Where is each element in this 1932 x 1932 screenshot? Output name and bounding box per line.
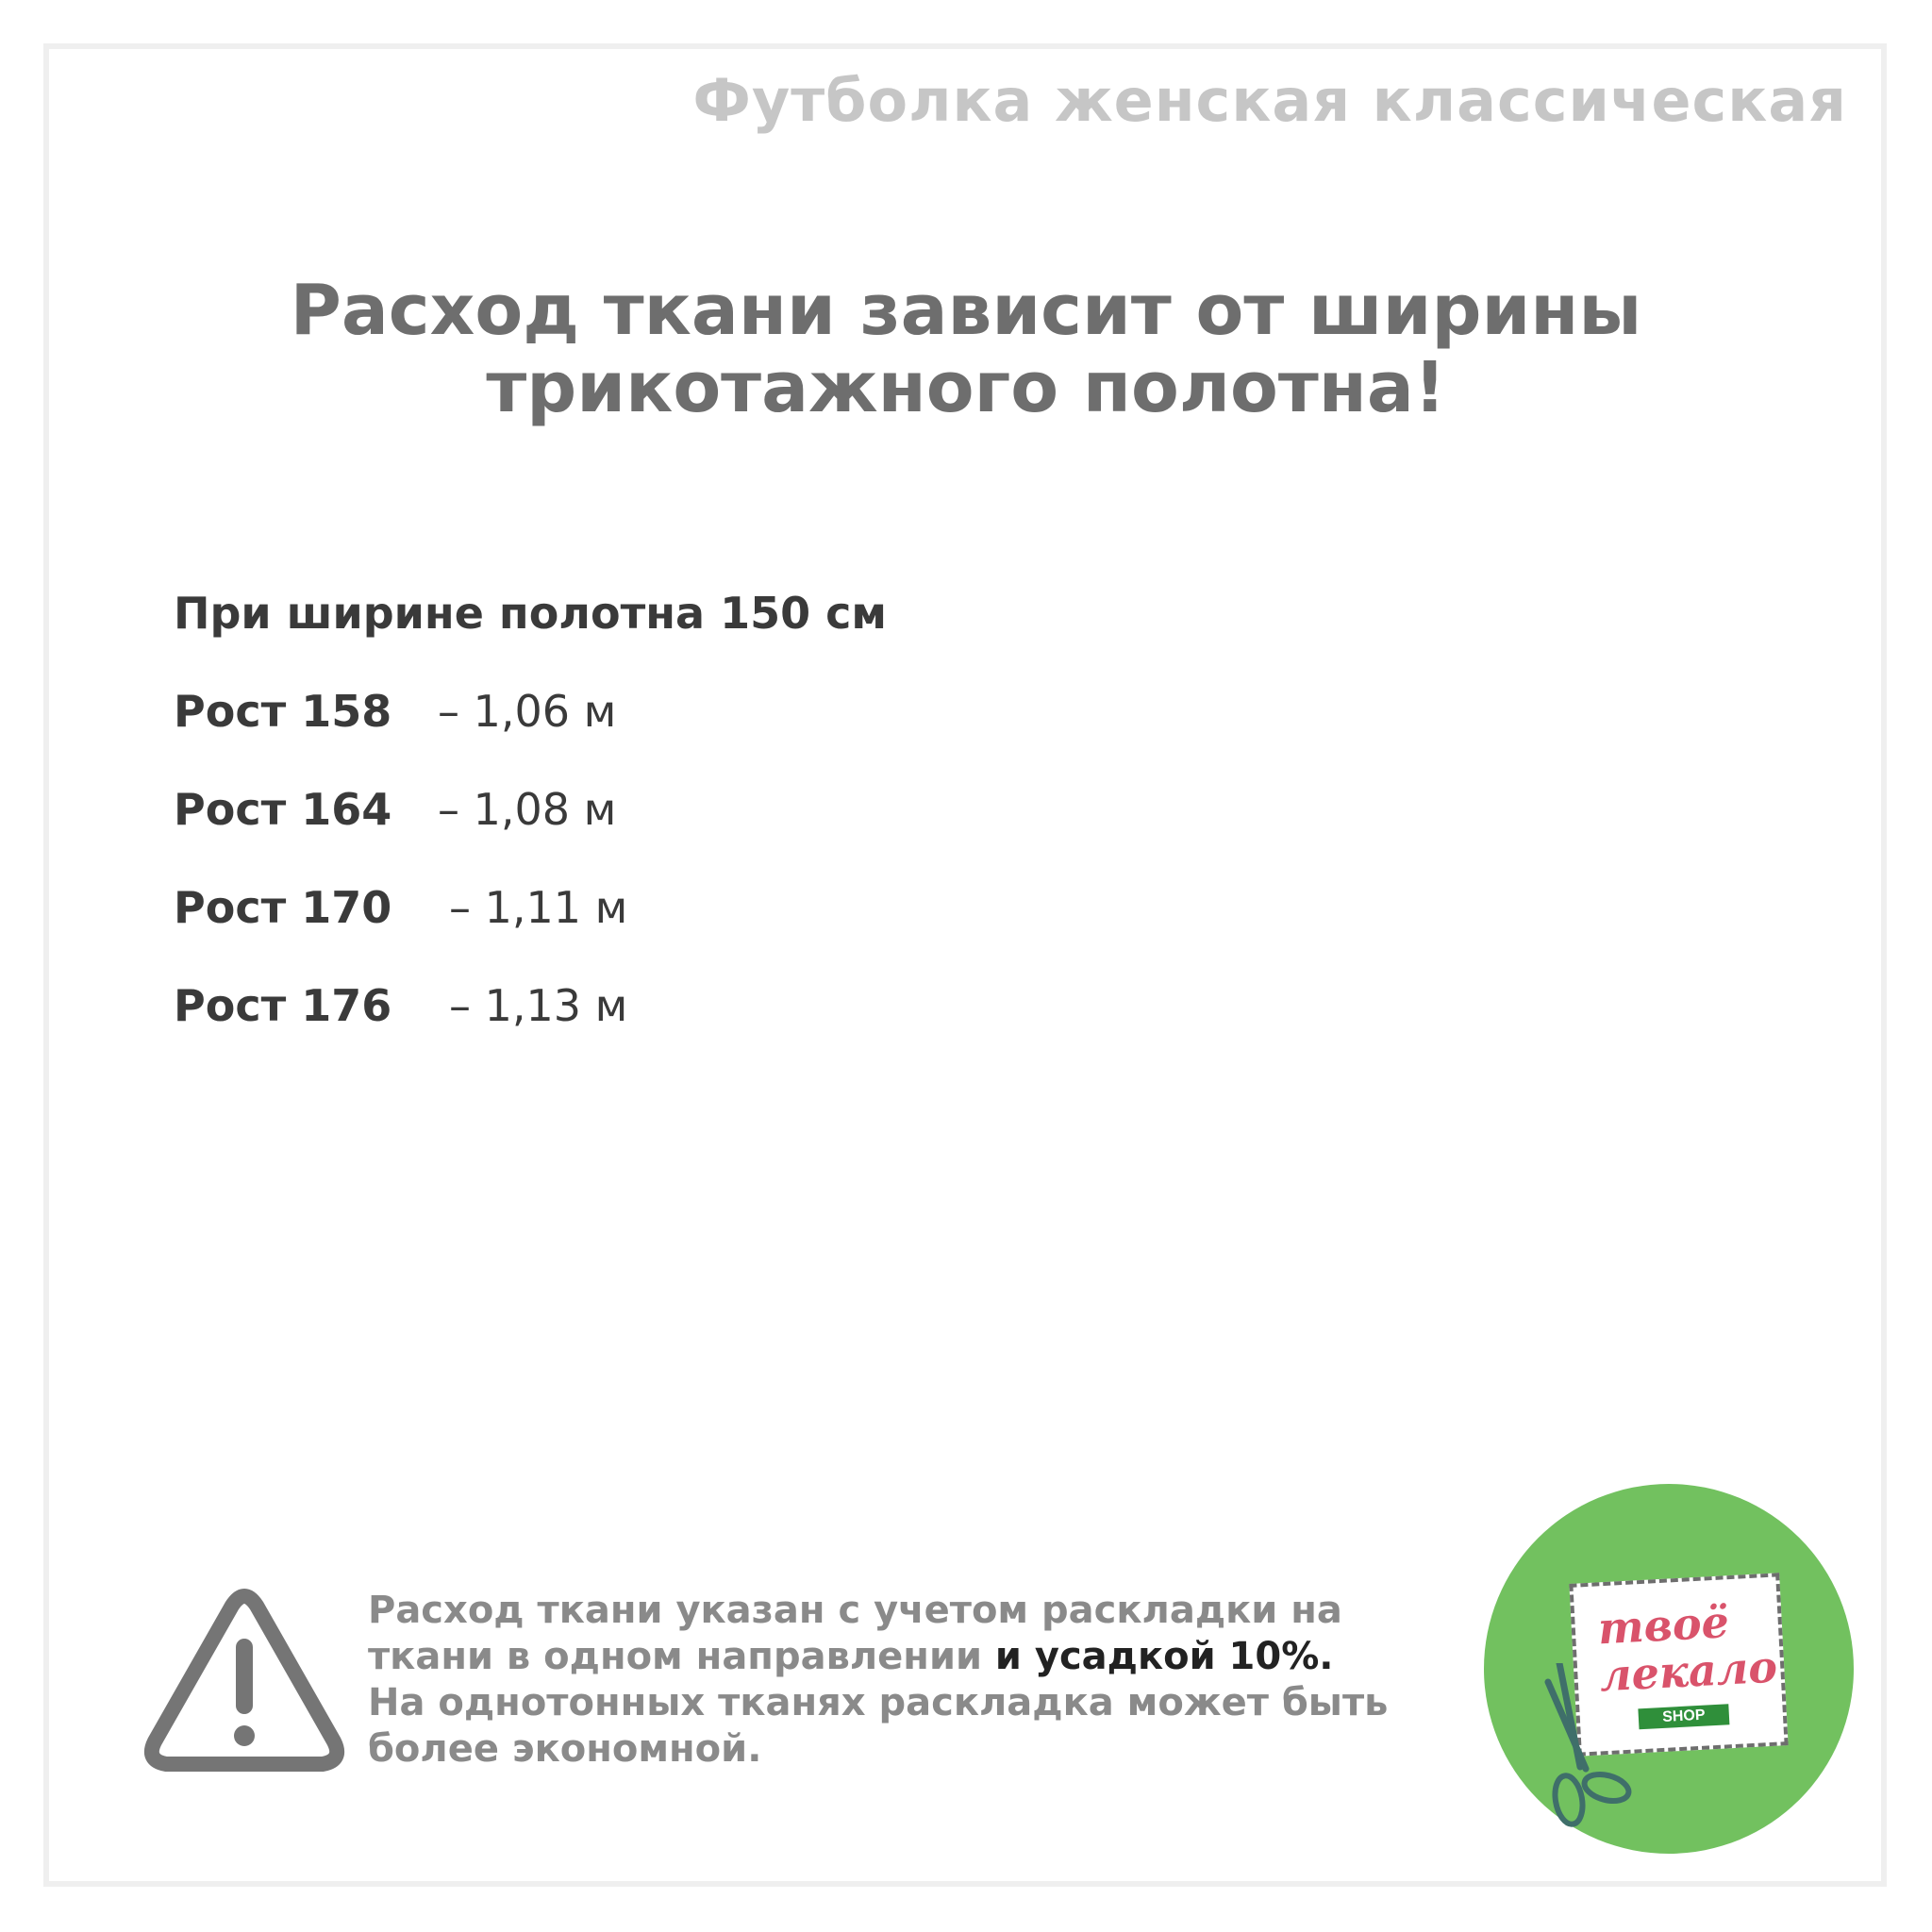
height-label: Рост 164: [174, 784, 392, 835]
headline-line-1: Расход ткани зависит от ширины: [290, 270, 1642, 351]
height-label: Рост 176: [174, 980, 392, 1031]
consumption-row: [174, 683, 887, 740]
warning-triangle-icon: [142, 1589, 347, 1777]
notice-line-2: [368, 1634, 1453, 1680]
fabric-notice: [368, 1588, 1453, 1773]
height-label: Рост 170: [174, 882, 392, 933]
fabric-width-note: При ширине полотна 150 см: [174, 588, 887, 639]
fabric-consumption-list: [174, 585, 887, 1075]
fabric-amount: – 1,06 м: [438, 686, 617, 737]
product-title: Футболка женская классическая: [692, 66, 1847, 135]
consumption-row: [174, 977, 887, 1034]
fabric-amount: – 1,08 м: [438, 784, 617, 835]
consumption-row: [174, 781, 887, 838]
logo-word-1: твоё: [1596, 1596, 1731, 1655]
logo-shop-badge: SHOP: [1638, 1704, 1729, 1729]
fabric-amount: – 1,11 м: [449, 882, 628, 933]
headline: [0, 272, 1932, 426]
height-label: Рост 158: [174, 686, 392, 737]
fabric-amount: – 1,13 м: [449, 980, 628, 1031]
notice-line-1: Расход ткани указан с учетом раскладки на: [368, 1589, 1342, 1632]
scissors-icon: [1531, 1663, 1635, 1833]
consumption-row: [174, 879, 887, 936]
brand-logo: [1484, 1484, 1854, 1854]
notice-line-4: более экономной.: [368, 1727, 762, 1771]
notice-line-2-text: ткани в одном направлении: [368, 1635, 995, 1678]
shrinkage-note: и усадкой 10%.: [994, 1635, 1334, 1678]
logo-word-2: лекало: [1598, 1641, 1779, 1702]
notice-line-3: На однотонных тканях раскладка может быть: [368, 1681, 1389, 1724]
headline-line-2: трикотажного полотна!: [486, 347, 1446, 428]
